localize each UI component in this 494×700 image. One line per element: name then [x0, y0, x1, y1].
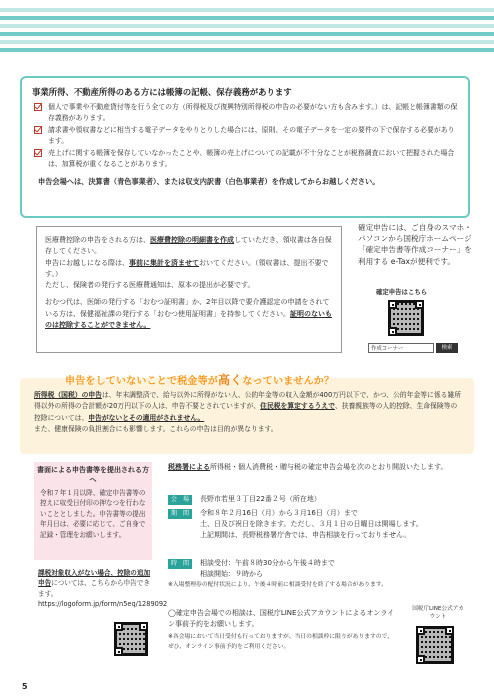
bookkeeping-notice: [20, 76, 470, 218]
bookkeeping-heading: 事業所得、不動産所得のある方には帳簿の記帳、保存義務があります: [32, 87, 292, 97]
header-stripes: [0, 0, 494, 64]
checkbox-icon: [34, 126, 42, 134]
search-button[interactable]: 検索: [436, 343, 458, 353]
checkbox-icon: [34, 103, 42, 111]
etax-qr-label: 確定申告はこちら: [376, 288, 428, 296]
form-link[interactable]: https://logoform.jp/form/n5eq/1289092: [38, 600, 168, 609]
check-item: 請求書や領収書などに相当する電子データをやりとりした場合には、原則、その電子データを一定の要件の下で保存する必要があります。: [32, 125, 458, 147]
written-submission-box: 書面による申告書等を提出される方へ 令和７年１月以降、確定申告書等の控えに収受日付印の押なつを行わないこととしました。申告書等の提出年月日は、必要に応じて、ご自身で記録・管理をお願いします。: [34, 462, 152, 560]
form-qr-code[interactable]: [114, 622, 148, 656]
line-qr-code[interactable]: [416, 626, 454, 664]
medical-deduction-box: 医療費控除の申告をされる方は、医療費控除の明細書を作成していただき、領収書は各自保存してください。 申告にお越しになる際は、事前に集計を済ませておいてください。（領収書は、提出不要です。） ただし、保険者の発行する医療費通知は、原本の提出が必要です。 おむつ代は、医師の発行する「おむつ証明書」か、2年目以降で要介護認定の申請をされている方は、保健福祉課の発行する「おむつ使用証明書」を持参してください。証明のないものは控除することができません。: [36, 226, 342, 353]
search-input[interactable]: 作成コーナー: [368, 343, 434, 353]
page-number: 5: [22, 682, 28, 691]
time-row: 時 間 相談受付：午前８時30分から午後４時まで 相談開始：９時から ※入場整理券の配付状況により、午後４時前に相談受付を終了する場合があります。: [168, 559, 387, 588]
additional-filing: 課税対象収入がない場合、控除の追加申告については、こちらから申告できます。 https://logoform.jp/form/n5eq/1289092: [38, 569, 168, 609]
bookkeeping-note: 申告会場へは、決算書（青色事業者）、または収支内訳書（白色事業者）を作成してからお越しください。: [38, 177, 380, 186]
checkbox-icon: [34, 149, 42, 157]
etax-info: 確定申告には、ご自身のスマホ・パソコンから国税庁ホームページ「確定申告書等作成コーナー」を利用する e-Taxが便利です。: [358, 223, 472, 266]
etax-qr-code[interactable]: [388, 300, 424, 336]
line-reservation: ◯確定申告会場での相談は、国税庁LINE公式アカウントによるオンライン事前予約をお願いします。 ※各会場において当日受付も行っておりますが、当日の相談枠に限りがありますので、ぜひ、オンライン事前予約をご利用ください。: [168, 609, 395, 650]
venue-intro: 税務署による所得税・個人消費税・贈与税の確定申告会場を次のとおり開設いたします。: [168, 463, 448, 471]
warning-text: 所得税（国税）の申告は、年末調整済で、給与以外に所得がない人、公的年金等の収入金額が400万円以下で、かつ、公的年金等に係る雑所得以外の所得の合計額が20万円以下の人は、申告不要とされていますが、住民税を算定するうえで、扶養親族等の人的控除、生命保険等の控除については、申告がないとその適用がされません。 また、健康保険の負担割合にも影響します。これらの申告は目的が異なります。: [34, 391, 462, 434]
check-item: 個人で事業や不動産貸付等を行う全ての方（所得税及び復興特別所得税の申告の必要がない方も含みます。）は、記帳と帳簿書類の保存義務があります。: [32, 102, 458, 124]
check-item: 売上げに関する帳簿を保存していなかったことや、帳簿の売上げについての記載が不十分なことが税務調査において把握された場合は、加算税が重くなることがあります。: [32, 148, 458, 170]
line-qr-label: 国税庁LINE公式アカウント: [412, 606, 464, 620]
period-row: 期 間 令和８年２月16日（月）から３月16日（月）まで 土、日及び祝日を除きます。ただし、３月１日の日曜日は開場します。 上記期間は、長野税務署庁舎では、申告相談を行っておりません。: [168, 508, 468, 541]
venue-row: 会 場 長野市若里３丁目22番２号（所在地）: [168, 494, 468, 505]
warning-banner: 申告をしていないことで税金等が高くなっていませんか？: [65, 373, 335, 387]
